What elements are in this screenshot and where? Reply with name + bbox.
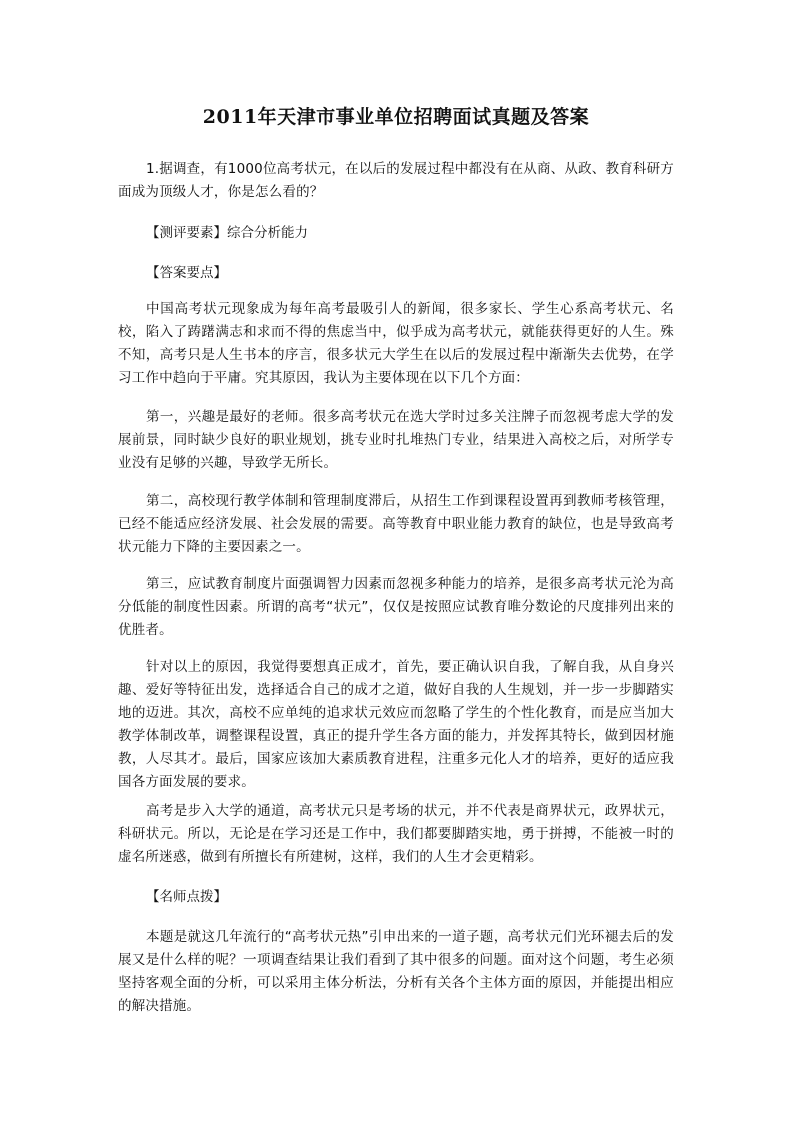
answer-paragraph-first: 第一，兴趣是最好的老师。很多高考状元在选大学时过多关注牌子而忽视考虑大学的发展前景，同时缺少良好的职业规划，挑专业时扎堆热门专业，结果进入高校之后，对所学专业没有足够的兴趣，导致学无所长。: [118, 409, 674, 471]
answer-paragraph-intro: 中国高考状元现象成为每年高考最吸引人的新闻，很多家长、学生心系高考状元、名校，陷入了踌躇满志和求而不得的焦虑当中，似乎成为高考状元，就能获得更好的人生。殊不知，高考只是人生书本的序言，很多状元大学生在以后的发展过程中渐渐失去优势，在学习工作中趋向于平庸。究其原因，我认为主要体现在以下几个方面：: [118, 301, 674, 386]
question-paragraph: 1.据调查，有1000位高考状元，在以后的发展过程中都没有在从商、从政、教育科研方面成为顶级人才，你是怎么看的？: [118, 161, 674, 200]
answer-paragraph-third: 第三，应试教育制度片面强调智力因素而忽视多种能力的培养，是很多高考状元沦为高分低能的制度性因素。所谓的高考“状元”，仅仅是按照应试教育唯分数论的尺度排列出来的优胜者。: [118, 576, 674, 638]
document-title: 2011年天津市事业单位招聘面试真题及答案: [202, 106, 590, 128]
answer-paragraph-second: 第二，高校现行教学体制和管理制度滞后，从招生工作到课程设置再到教师考核管理，已经不能适应经济发展、社会发展的需要。高等教育中职业能力教育的缺位，也是导致高考状元能力下降的主要因素之一。: [118, 493, 674, 555]
teacher-paragraph: 本题是就这几年流行的“高考状元热”引申出来的一道子题，高考状元们光环褪去后的发展又是什么样的呢？一项调查结果让我们看到了其中很多的问题。面对这个问题，考生必须坚持客观全面的分析，可以采用主体分析法，分析有关各个主体方面的原因，并能提出相应的解决措施。: [118, 929, 674, 1014]
eval-heading: 【测评要素】综合分析能力: [146, 225, 308, 241]
answer-paragraph-conclusion: 高考是步入大学的通道，高考状元只是考场的状元，并不代表是商界状元，政界状元，科研状元。所以，无论是在学习还是工作中，我们都要脚踏实地，勇于拼搏，不能被一时的虚名所迷惑，做到有所擅长有所建树，这样，我们的人生才会更精彩。: [118, 803, 674, 865]
teacher-heading: 【名师点拨】: [146, 889, 227, 905]
answer-paragraph-measures: 针对以上的原因，我觉得要想真正成才，首先，要正确认识自我，了解自我，从自身兴趣、爱好等特征出发，选择适合自己的成才之道，做好自我的人生规划，并一步一步脚踏实地的迈进。其次，高校不应单纯的追求状元效应而忽略了学生的个性化教育，而是应当加大教学体制改革，调整课程设置，真正的提升学生各方面的能力，并发挥其特长，做到因材施教，人尽其才。最后，国家应该加大素质教育进程，注重多元化人才的培养，更好的适应我国各方面发展的要求。: [118, 659, 674, 790]
answer-heading: 【答案要点】: [146, 265, 227, 281]
